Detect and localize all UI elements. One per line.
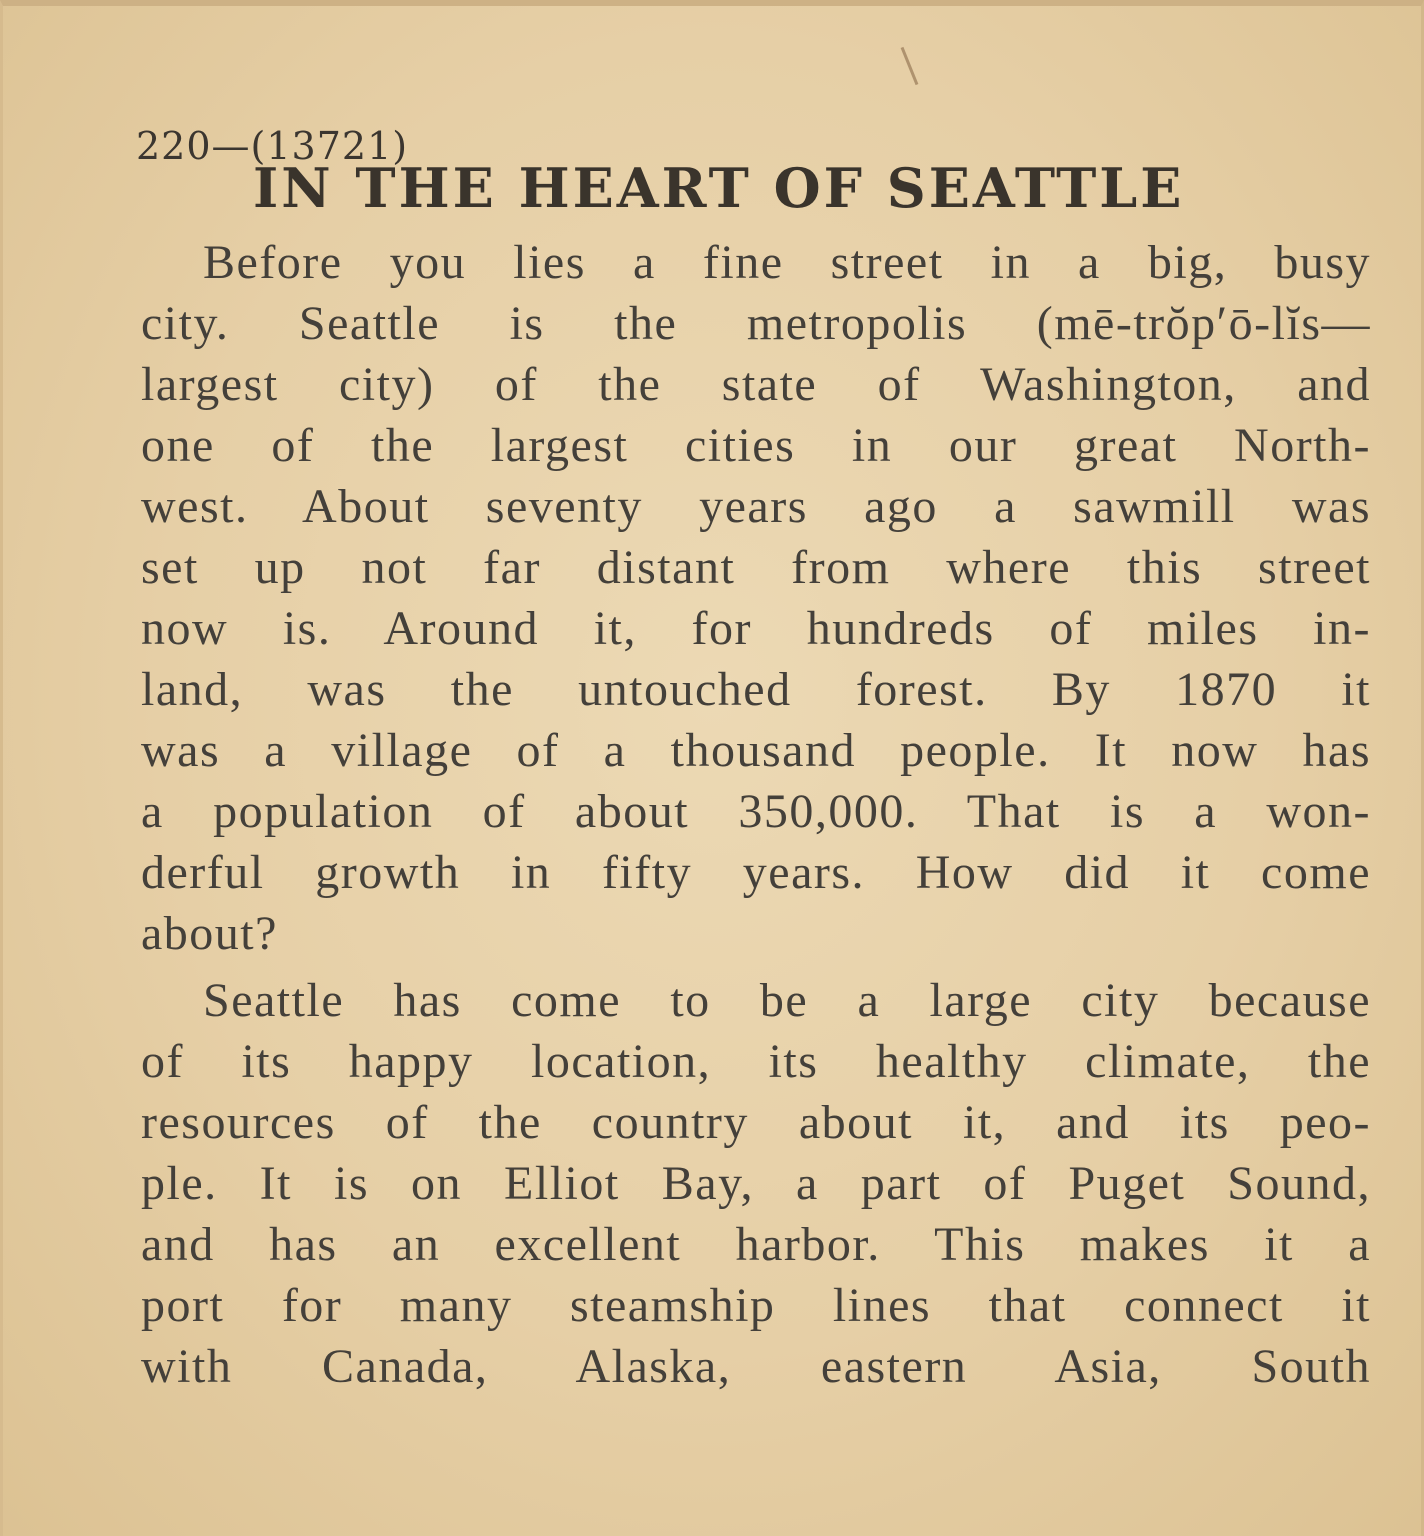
text-line: largest city) of the state of Washington, and (141, 358, 1371, 411)
text-line: of its happy location, its healthy climate, the (141, 1035, 1371, 1088)
text-line: city. Seattle is the metropolis (mē-trŏp′ō-lĭs— (141, 297, 1371, 350)
text-line: a population of about 350,000. That is a won- (141, 785, 1371, 838)
text-line: ple. It is on Elliot Bay, a part of Puget Sound, (141, 1157, 1371, 1210)
text-line: west. About seventy years ago a sawmill was (141, 480, 1371, 533)
text-line: Seattle has come to be a large city because (203, 974, 1371, 1027)
page-title: IN THE HEART OF SEATTLE (253, 156, 1185, 220)
paragraph-2 (141, 970, 1371, 1397)
text-line: resources of the country about it, and its peo- (141, 1096, 1371, 1149)
text-line: about? (141, 907, 278, 960)
text-line: was a village of a thousand people. It now has (141, 724, 1371, 777)
text-line: land, was the untouched forest. By 1870 it (141, 663, 1371, 716)
body-text (141, 232, 1371, 1397)
paragraph-1 (141, 232, 1371, 964)
text-line: port for many steamship lines that connect it (141, 1279, 1371, 1332)
text-line: with Canada, Alaska, eastern Asia, South (141, 1340, 1371, 1393)
text-line: derful growth in fifty years. How did it come (141, 846, 1371, 899)
card-number: 220—(13721) (136, 124, 409, 168)
text-line: set up not far distant from where this street (141, 541, 1371, 594)
ink-mark (901, 47, 919, 85)
text-line: one of the largest cities in our great North- (141, 419, 1371, 472)
text-line: Before you lies a fine street in a big, busy (203, 236, 1371, 289)
text-line: now is. Around it, for hundreds of miles in- (141, 602, 1371, 655)
text-line: and has an excellent harbor. This makes it a (141, 1218, 1371, 1271)
